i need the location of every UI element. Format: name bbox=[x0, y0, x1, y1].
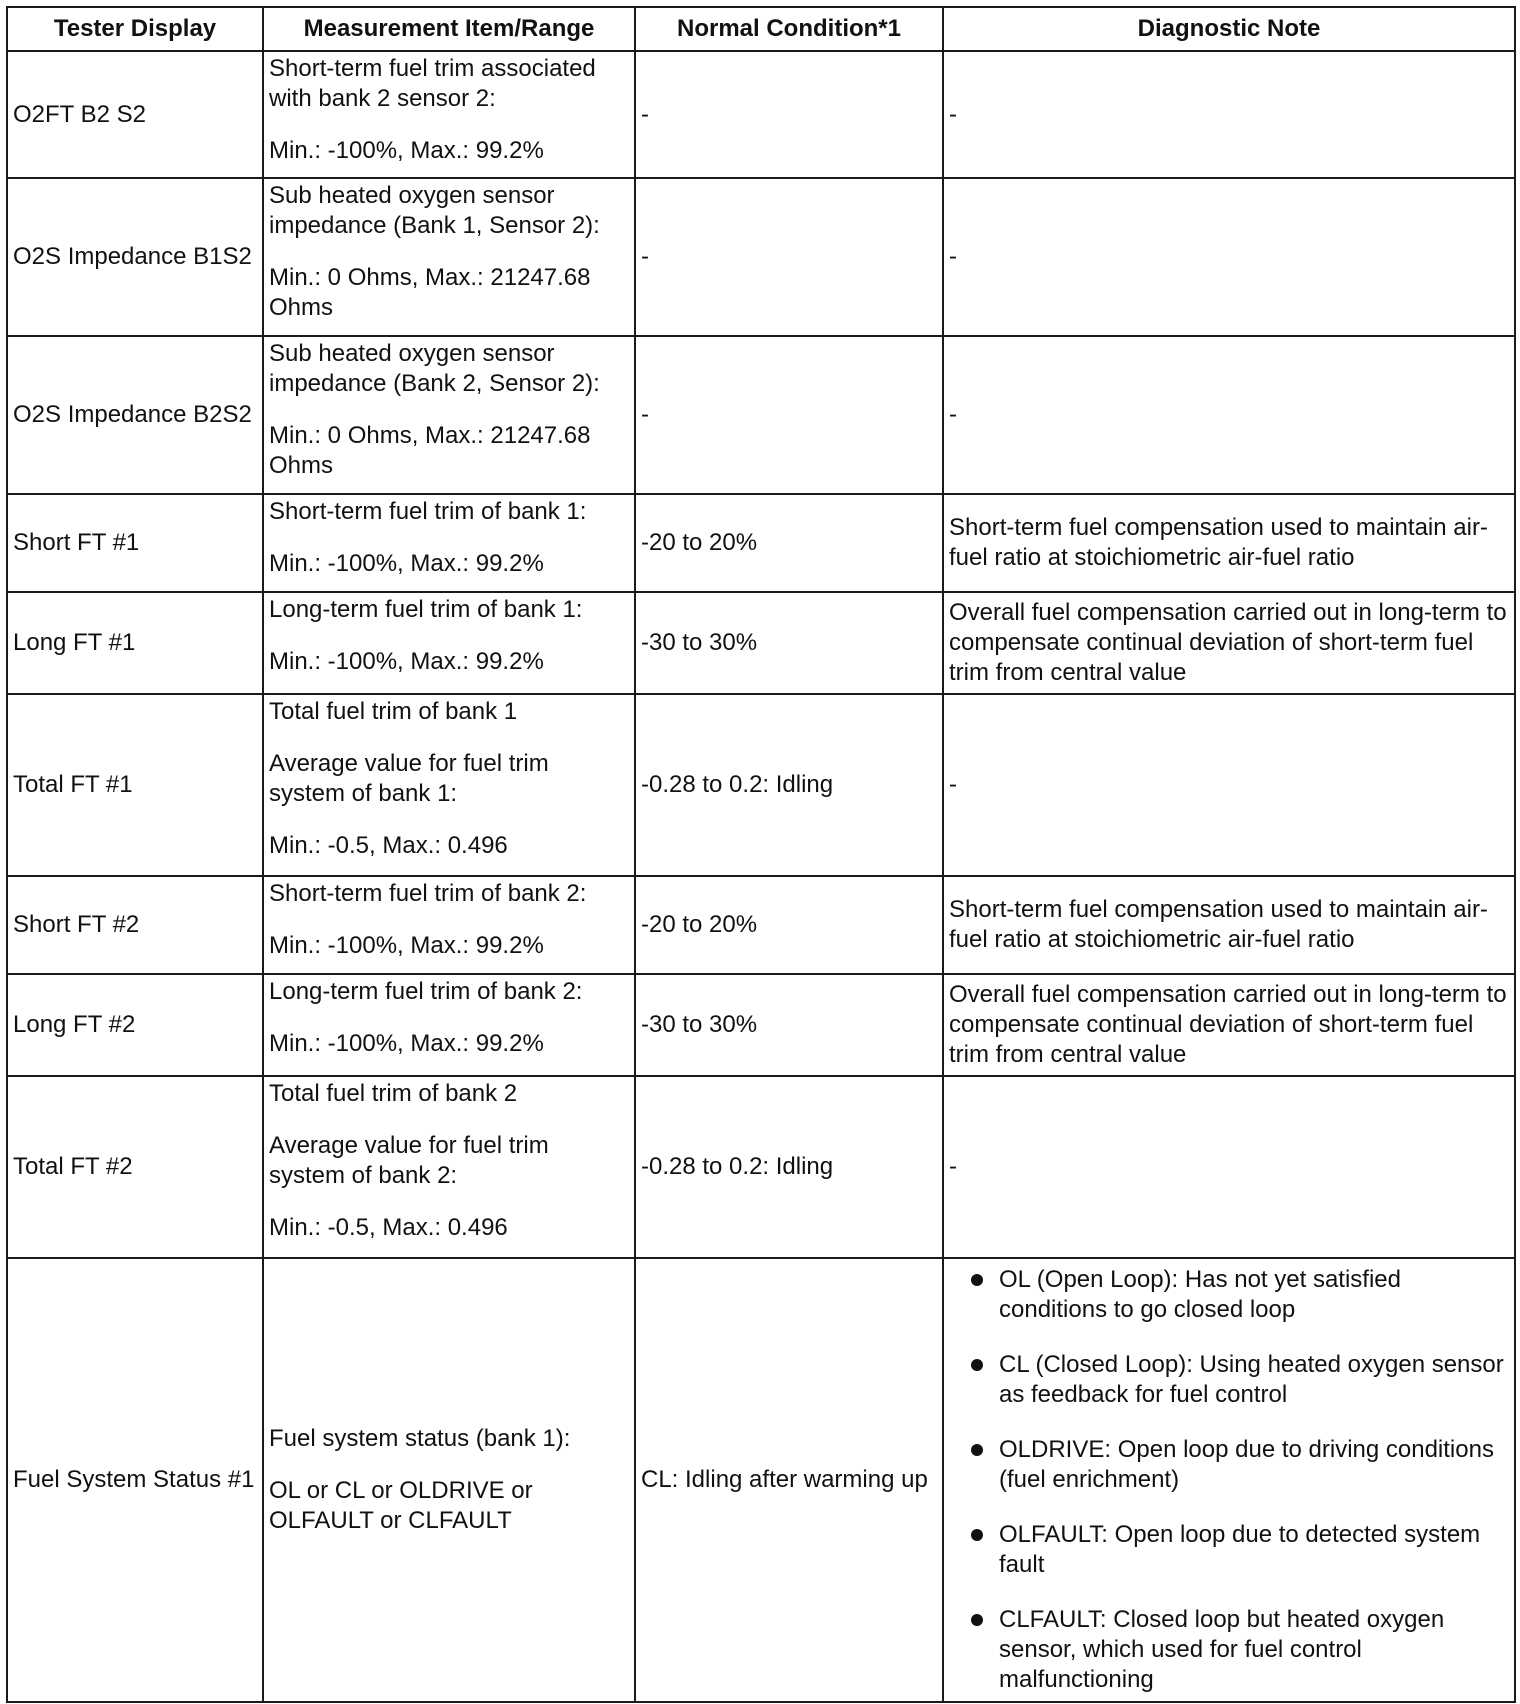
measurement-range: Min.: 0 Ohms, Max.: 21247.68 Ohms bbox=[269, 264, 591, 321]
cell-measurement bbox=[263, 336, 635, 494]
cell-measurement bbox=[263, 178, 635, 336]
table-row bbox=[7, 336, 1515, 494]
table-row bbox=[7, 494, 1515, 592]
measurement-range: Min.: 0 Ohms, Max.: 21247.68 Ohms bbox=[269, 422, 591, 479]
measurement-range: Min.: -100%, Max.: 99.2% bbox=[269, 1030, 544, 1057]
table-row bbox=[7, 178, 1515, 336]
measurement-text: Total fuel trim of bank 1 bbox=[269, 698, 518, 725]
cell-measurement bbox=[263, 51, 635, 178]
cell-measurement bbox=[263, 1258, 635, 1702]
bullet-icon bbox=[971, 1529, 983, 1541]
measurement-text: Sub heated oxygen sensor impedance (Bank 2, Sensor 2): bbox=[269, 340, 600, 397]
measurement-text: Total fuel trim of bank 2 bbox=[269, 1080, 518, 1107]
list-item bbox=[965, 1605, 1509, 1695]
cell-measurement bbox=[263, 974, 635, 1076]
cell-normal-condition: -20 to 20% bbox=[635, 876, 943, 974]
list-item bbox=[965, 1435, 1509, 1495]
bullet-icon bbox=[971, 1614, 983, 1626]
cell-normal-condition: - bbox=[635, 51, 943, 178]
cell-tester-display: Short FT #1 bbox=[7, 494, 263, 592]
cell-diagnostic-note: Overall fuel compensation carried out in long-term to compensate continual deviation of short-term fuel trim from central value bbox=[943, 974, 1515, 1076]
list-item-text: OL (Open Loop): Has not yet satisfied conditions to go closed loop bbox=[999, 1266, 1401, 1323]
measurement-description: Average value for fuel trim system of bank 1: bbox=[269, 750, 549, 807]
cell-diagnostic-note: - bbox=[943, 178, 1515, 336]
cell-tester-display: O2S Impedance B1S2 bbox=[7, 178, 263, 336]
measurement-range: Min.: -100%, Max.: 99.2% bbox=[269, 932, 544, 959]
cell-normal-condition: -30 to 30% bbox=[635, 974, 943, 1076]
measurement-range: Min.: -100%, Max.: 99.2% bbox=[269, 137, 544, 164]
cell-tester-display: Fuel System Status #1 bbox=[7, 1258, 263, 1702]
cell-diagnostic-note: Short-term fuel compensation used to maintain air-fuel ratio at stoichiometric air-fuel ratio bbox=[943, 494, 1515, 592]
cell-normal-condition: -30 to 30% bbox=[635, 592, 943, 694]
bullet-icon bbox=[971, 1444, 983, 1456]
cell-normal-condition: -20 to 20% bbox=[635, 494, 943, 592]
measurement-range: Min.: -0.5, Max.: 0.496 bbox=[269, 1214, 508, 1241]
measurement-text: Long-term fuel trim of bank 2: bbox=[269, 978, 583, 1005]
cell-diagnostic-note: - bbox=[943, 336, 1515, 494]
cell-tester-display: Total FT #2 bbox=[7, 1076, 263, 1258]
cell-normal-condition: - bbox=[635, 178, 943, 336]
list-item bbox=[965, 1520, 1509, 1580]
cell-tester-display: Total FT #1 bbox=[7, 694, 263, 876]
cell-diagnostic-note: - bbox=[943, 694, 1515, 876]
header-tester-display: Tester Display bbox=[7, 7, 263, 51]
data-list-table bbox=[6, 6, 1516, 1703]
cell-measurement bbox=[263, 876, 635, 974]
cell-measurement bbox=[263, 1076, 635, 1258]
cell-diagnostic-note: - bbox=[943, 51, 1515, 178]
cell-diagnostic-note: Short-term fuel compensation used to maintain air-fuel ratio at stoichiometric air-fuel ratio bbox=[943, 876, 1515, 974]
header-diagnostic-note: Diagnostic Note bbox=[943, 7, 1515, 51]
list-item bbox=[965, 1350, 1509, 1410]
measurement-range: OL or CL or OLDRIVE or OLFAULT or CLFAULT bbox=[269, 1477, 533, 1534]
table-row bbox=[7, 694, 1515, 876]
status-bullet-list bbox=[949, 1265, 1509, 1695]
header-normal-condition: Normal Condition*1 bbox=[635, 7, 943, 51]
header-measurement-item: Measurement Item/Range bbox=[263, 7, 635, 51]
measurement-text: Sub heated oxygen sensor impedance (Bank 1, Sensor 2): bbox=[269, 182, 600, 239]
cell-diagnostic-note: Overall fuel compensation carried out in long-term to compensate continual deviation of short-term fuel trim from central value bbox=[943, 592, 1515, 694]
measurement-description: Average value for fuel trim system of bank 2: bbox=[269, 1132, 549, 1189]
measurement-text: Short-term fuel trim of bank 2: bbox=[269, 880, 587, 907]
measurement-text: Long-term fuel trim of bank 1: bbox=[269, 596, 583, 623]
cell-tester-display: O2S Impedance B2S2 bbox=[7, 336, 263, 494]
table-row bbox=[7, 592, 1515, 694]
table-row bbox=[7, 876, 1515, 974]
table-row bbox=[7, 1258, 1515, 1702]
measurement-text: Short-term fuel trim of bank 1: bbox=[269, 498, 587, 525]
measurement-range: Min.: -100%, Max.: 99.2% bbox=[269, 648, 544, 675]
cell-normal-condition: CL: Idling after warming up bbox=[635, 1258, 943, 1702]
cell-tester-display: Long FT #2 bbox=[7, 974, 263, 1076]
list-item-text: CL (Closed Loop): Using heated oxygen sensor as feedback for fuel control bbox=[999, 1351, 1504, 1408]
cell-tester-display: O2FT B2 S2 bbox=[7, 51, 263, 178]
bullet-icon bbox=[971, 1274, 983, 1286]
list-item-text: CLFAULT: Closed loop but heated oxygen sensor, which used for fuel control malfunctioning bbox=[999, 1606, 1445, 1693]
measurement-range: Min.: -0.5, Max.: 0.496 bbox=[269, 832, 508, 859]
cell-measurement bbox=[263, 694, 635, 876]
cell-diagnostic-note bbox=[943, 1258, 1515, 1702]
cell-normal-condition: -0.28 to 0.2: Idling bbox=[635, 694, 943, 876]
list-item bbox=[965, 1265, 1509, 1325]
measurement-range: Min.: -100%, Max.: 99.2% bbox=[269, 550, 544, 577]
table-header-row bbox=[7, 7, 1515, 51]
cell-diagnostic-note: - bbox=[943, 1076, 1515, 1258]
cell-measurement bbox=[263, 592, 635, 694]
table-row bbox=[7, 974, 1515, 1076]
table-row bbox=[7, 51, 1515, 178]
list-item-text: OLFAULT: Open loop due to detected system fault bbox=[999, 1521, 1481, 1578]
measurement-text: Short-term fuel trim associated with bank 2 sensor 2: bbox=[269, 55, 596, 112]
cell-normal-condition: -0.28 to 0.2: Idling bbox=[635, 1076, 943, 1258]
cell-tester-display: Short FT #2 bbox=[7, 876, 263, 974]
cell-measurement bbox=[263, 494, 635, 592]
measurement-text: Fuel system status (bank 1): bbox=[269, 1425, 571, 1452]
table-row bbox=[7, 1076, 1515, 1258]
bullet-icon bbox=[971, 1359, 983, 1371]
cell-tester-display: Long FT #1 bbox=[7, 592, 263, 694]
list-item-text: OLDRIVE: Open loop due to driving conditions (fuel enrichment) bbox=[999, 1436, 1494, 1493]
cell-normal-condition: - bbox=[635, 336, 943, 494]
